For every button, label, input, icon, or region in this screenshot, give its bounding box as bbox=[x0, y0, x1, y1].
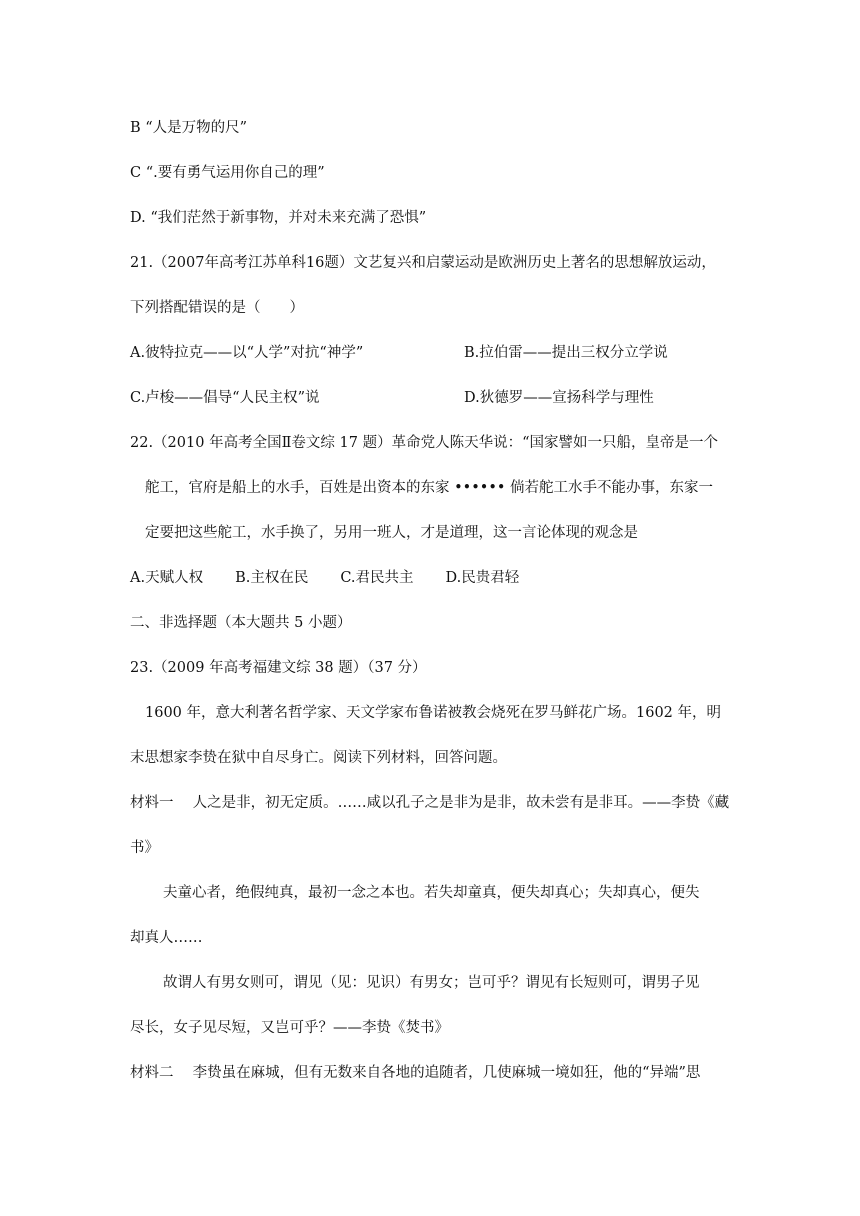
option-b-text: B “人是万物的尺” bbox=[130, 120, 248, 136]
question-22-option-c: C.君民共主 bbox=[340, 570, 414, 586]
question-21-stem-line-2: 下列搭配错误的是（ ） bbox=[130, 300, 304, 316]
question-22-stem-line-3: 定要把这些舵工，水手换了，另用一班人，才是道理，这一言论体现的观念是 bbox=[145, 525, 638, 541]
option-d-text: D. “我们茫然于新事物，并对未来充满了恐惧” bbox=[130, 210, 427, 226]
section-heading: 二、非选择题（本大题共 5 小题） bbox=[130, 615, 352, 631]
question-21-option-d: D.狄德罗——宣扬科学与理性 bbox=[464, 390, 654, 406]
question-22-stem-line-2: 舵工，官府是船上的水手，百姓是出资本的东家 •••••• 倘若舵工水手不能办事，东家一 bbox=[145, 480, 714, 496]
question-21-option-b: B.拉伯雷——提出三权分立学说 bbox=[464, 345, 668, 361]
question-22-option-b: B.主权在民 bbox=[235, 570, 309, 586]
question-21-stem-line-1: 21.（2007年高考江苏单科16题）文艺复兴和启蒙运动是欧洲历史上著名的思想解放运动， bbox=[130, 255, 716, 271]
question-23-heading: 23.（2009 年高考福建文综 38 题）（37 分） bbox=[130, 660, 427, 676]
question-23-intro-line-1: 1600 年，意大利著名哲学家、天文学家布鲁诺被教会烧死在罗马鲜花广场。1602 年，明 bbox=[145, 705, 722, 721]
option-c-text: C “.要有勇气运用你自己的理” bbox=[130, 165, 325, 181]
material-1-line-1: 材料一 人之是非，初无定质。……咸以孔子之是非为是非，故未尝有是非耳。——李贽《藏 bbox=[130, 795, 730, 811]
question-22-option-a: A.天赋人权 bbox=[130, 570, 204, 586]
material-1-paragraph-2-line-2: 却真人…… bbox=[130, 930, 203, 946]
material-2-line-1: 材料二 李贽虽在麻城，但有无数来自各地的追随者，几使麻城一境如狂，他的“异端”思 bbox=[130, 1065, 701, 1081]
question-21-option-a: A.彼特拉克——以“人学”对抗“神学” bbox=[130, 345, 364, 361]
question-21-option-c: C.卢梭——倡导“人民主权”说 bbox=[130, 390, 320, 406]
question-22-stem-line-1: 22.（2010 年高考全国Ⅱ卷文综 17 题）革命党人陈天华说：“国家譬如一只船，皇帝是一个 bbox=[130, 435, 719, 451]
question-22-option-d: D.民贵君轻 bbox=[445, 570, 520, 586]
question-22-options bbox=[130, 568, 519, 588]
material-1-paragraph-3-line-2: 尽长，女子见尽短，又岂可乎？——李贽《焚书》 bbox=[130, 1020, 449, 1036]
material-1-paragraph-3-line-1: 故谓人有男女则可，谓见（见：见识）有男女；岂可乎？谓见有长短则可，谓男子见 bbox=[163, 975, 700, 991]
material-1-line-2: 书》 bbox=[130, 840, 159, 856]
question-23-intro-line-2: 末思想家李贽在狱中自尽身亡。阅读下列材料，回答问题。 bbox=[130, 750, 507, 766]
material-1-paragraph-2-line-1: 夫童心者，绝假纯真，最初一念之本也。若失却童真，便失却真心；失却真心，便失 bbox=[163, 885, 700, 901]
